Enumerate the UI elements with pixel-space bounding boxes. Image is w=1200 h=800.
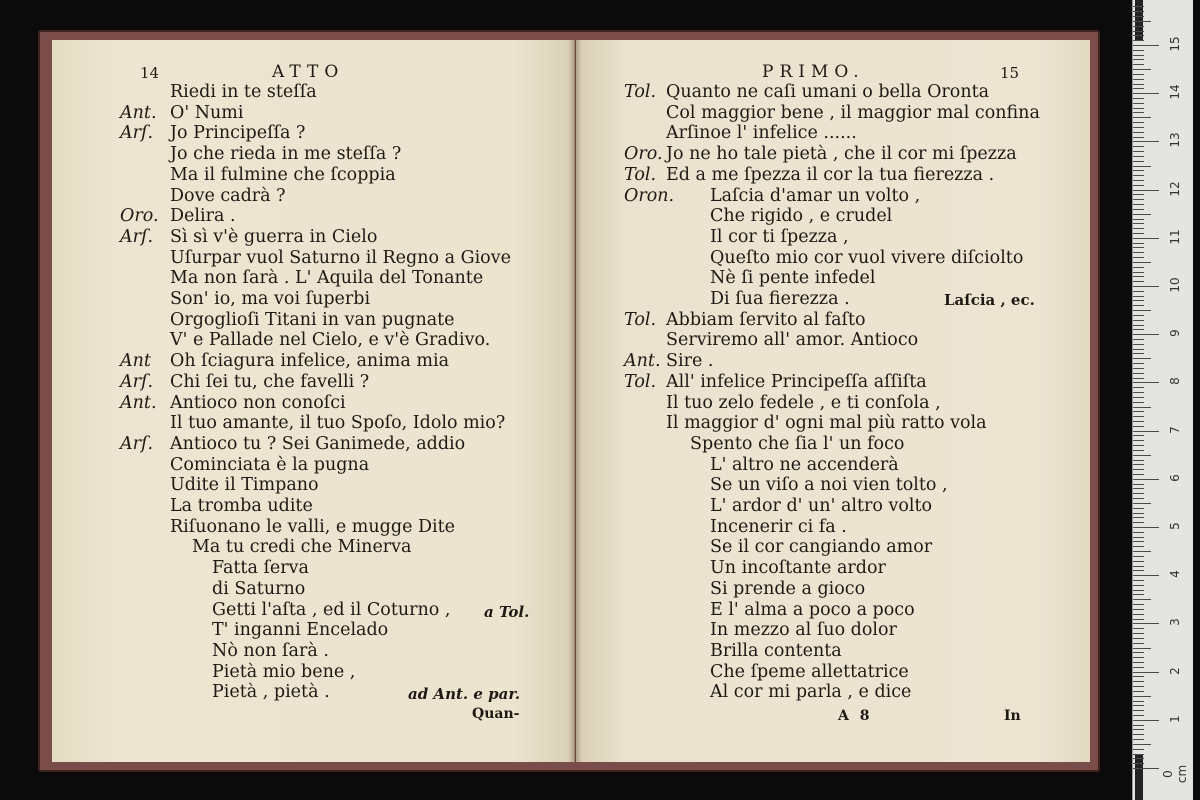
ruler-tick [1133,243,1144,244]
ruler-tick [1133,484,1144,485]
ruler-tick [1133,112,1144,113]
ruler-tick [1133,209,1144,210]
ruler-tick [1133,320,1144,321]
verse-line: Orgoglioſi Titani in van pugnate [170,309,455,330]
ruler-tick [1133,431,1159,432]
ruler-tick [1133,546,1144,547]
ruler-number: 12 [1168,180,1182,197]
ruler-tick [1133,763,1144,764]
catchword: In [1004,708,1021,724]
ruler-tick [1133,40,1144,41]
ruler-number: 9 [1168,329,1182,338]
measuring-ruler [1132,0,1193,800]
ruler-tick [1133,373,1144,374]
verse-line: Col maggior bene , il maggior mal confina [666,102,1040,123]
verse-line: Il maggior d' ogni mal più ratto vola [666,413,987,434]
verse-line: Che ſpeme allettatrice [710,661,909,682]
ruler-tick [1133,541,1144,542]
ruler-tick [1133,223,1144,224]
ruler-tick [1133,493,1144,494]
ruler-tick [1133,421,1144,422]
verse-line: Laſcia d'amar un volto , [710,185,921,206]
ruler-tick [1133,185,1144,186]
ruler-tick [1133,575,1159,576]
ruler-tick [1133,619,1144,620]
ruler-tick [1133,594,1144,595]
ruler-tick [1133,281,1144,282]
ruler-tick [1133,141,1159,142]
verse-line: Jo ne ho tale pietà , che il cor mi ſpezza [666,144,1017,165]
ruler-tick [1133,590,1144,591]
ruler-tick [1133,175,1144,176]
ruler-tick [1133,349,1144,350]
ruler-tick [1133,378,1144,379]
ruler-tick [1133,513,1144,514]
verse-line: Incenerir ci fa . [710,516,847,537]
ruler-tick [1133,262,1151,263]
ruler-tick [1133,204,1144,205]
verse-line: Jo Principeſſa ? [170,123,306,144]
verse-line: Di ſua fierezza . [710,289,850,309]
ruler-tick [1133,334,1159,335]
ruler-tick [1133,411,1144,412]
ruler-tick [1133,151,1144,152]
ruler-tick [1133,166,1151,167]
ruler-tick [1133,715,1144,716]
ruler-tick [1133,532,1144,533]
verse-line: Jo che rieda in me steſſa ? [170,144,402,165]
ruler-tick [1133,522,1144,523]
ruler-tick [1133,729,1144,730]
ruler-number: 11 [1168,229,1182,245]
verse-line: Fatta ſerva [212,558,309,579]
running-head: PRIMO. [762,62,865,82]
verse-line: Se il cor cangiando amor [710,537,933,558]
verse-line: Arſinoe l' infelice ...... [666,123,857,144]
ruler-tick [1133,691,1144,692]
verse-line: O' Numi [170,102,244,123]
ruler-tick [1133,435,1144,436]
speaker-label: Tol. [624,371,657,392]
ruler-tick [1133,561,1144,562]
verse-line: In mezzo al ſuo dolor [710,620,897,641]
book-gutter [568,40,582,762]
ruler-tick [1133,734,1144,735]
speaker-label: Arſ. [120,433,154,454]
verse-line: L' altro ne accenderà [710,454,899,475]
ruler-tick [1133,161,1144,162]
speaker-label: Ant. [624,351,661,372]
ruler-tick [1133,455,1151,456]
ruler-tick [1133,228,1144,229]
verse-line: Si prende a gioco [710,578,866,599]
page-number: 14 [140,64,160,82]
ruler-tick [1133,628,1144,629]
ruler-tick [1133,137,1144,138]
ruler-tick [1133,64,1144,65]
ruler-tick [1133,503,1151,504]
ruler-tick [1133,353,1144,354]
ruler-tick [1133,397,1144,398]
ruler-tick [1133,296,1144,297]
ruler-tick [1133,79,1144,80]
ruler-tick [1133,633,1144,634]
ruler-tick [1133,190,1159,191]
ruler-tick [1133,286,1159,287]
ruler-tick [1133,580,1144,581]
ruler-tick [1133,662,1144,663]
ruler-tick [1133,696,1151,697]
ruler-tick [1133,180,1144,181]
ruler-tick [1133,758,1144,759]
ruler-tick [1133,108,1144,109]
ruler-tick [1133,344,1144,345]
ruler-tick [1133,508,1144,509]
ruler-tick [1133,26,1144,27]
ruler-tick [1133,686,1144,687]
ruler-tick [1133,368,1144,369]
ruler-tick [1133,705,1144,706]
ruler-tick [1133,648,1151,649]
ruler-tick [1133,474,1144,475]
ruler-tick [1133,749,1144,750]
ruler-tick [1133,11,1144,12]
ruler-tick [1133,358,1151,359]
ruler-tick [1133,305,1144,306]
ruler-tick [1133,445,1144,446]
stage-direction: Laſcia , ec. [944,291,1035,309]
ruler-tick [1133,267,1144,268]
ruler-tick [1133,710,1144,711]
verse-line: Oh ſciagura infelice, anima mia [170,351,450,372]
ruler-tick [1133,59,1144,60]
verse-line: Ma il fulmine che ſcoppia [170,164,396,185]
ruler-tick [1133,382,1159,383]
verse-line: Il cor ti ſpezza , [710,226,849,247]
verse-line: Abbiam ſervito al faſto [666,309,866,330]
ruler-tick [1133,74,1144,75]
ruler-tick [1133,537,1144,538]
ruler-number: 6 [1168,473,1182,482]
left-page [52,40,575,762]
ruler-tick [1133,238,1159,239]
speaker-label: Arſ. [120,123,154,144]
verse-line: Al cor mi parla , e dice [710,682,912,703]
verse-line: Sì sì v'è guerra in Cielo [170,226,378,247]
ruler-tick [1133,392,1144,393]
ruler-tick [1133,488,1144,489]
ruler-tick [1133,672,1159,673]
ruler-tick [1133,257,1144,258]
ruler-tick [1133,667,1144,668]
verse-line: Dove cadrà ? [170,185,286,206]
verse-line: Son' io, ma voi ſuperbi [170,289,371,309]
ruler-tick [1133,310,1151,311]
verse-line: Un incoſtante ardor [710,558,886,579]
catchword: Quan- [472,706,520,722]
ruler-tick [1133,103,1144,104]
ruler-number: 15 [1168,36,1182,52]
ruler-tick [1133,219,1144,220]
stage-direction: a Tol. [484,603,530,621]
ruler-tick [1133,45,1159,46]
ruler-tick [1133,233,1144,234]
ruler-tick [1133,676,1144,677]
verse-line: di Saturno [212,578,306,599]
ruler-tick [1133,643,1144,644]
ruler-tick [1133,170,1144,171]
ruler-tick [1133,402,1144,403]
ruler-tick [1133,6,1144,7]
speaker-label: Ant. [120,102,157,123]
verse-line: Chi ſei tu, che favelli ? [170,371,370,392]
right-page [576,40,1090,762]
ruler-tick [1133,146,1144,147]
ruler-tick [1133,416,1144,417]
speaker-label: Arſ. [120,371,154,392]
ruler-tick [1133,132,1144,133]
verse-line: Il tuo zelo fedele , e ti conſola , [666,392,941,413]
verse-line: Che rigido , e crudel [710,206,893,227]
ruler-tick [1133,339,1144,340]
verse-line: Quanto ne caſi umani o bella Oronta [666,82,990,102]
ruler-number: 14 [1168,84,1182,100]
verse-line: Getti l'aſta , ed il Coturno , [212,599,451,620]
verse-line: Antioco non conoſci [170,392,346,413]
running-head: ATTO [272,62,345,82]
verse-line: Pietà mio bene , [212,661,356,682]
speaker-label: Oro. [120,206,159,227]
ruler-tick [1133,464,1144,465]
ruler-tick [1133,517,1144,518]
ruler-tick [1133,88,1144,89]
ruler-tick [1133,652,1144,653]
ruler-tick [1133,55,1144,56]
ruler-number: 3 [1168,618,1182,627]
ruler-number: 7 [1168,425,1182,434]
ruler-tick [1133,199,1144,200]
page-number: 15 [1000,64,1020,82]
ruler-tick [1133,479,1159,480]
ruler-tick [1133,325,1144,326]
ruler-tick [1133,387,1144,388]
ruler-tick [1133,122,1144,123]
ruler-tick [1133,527,1159,528]
ruler-tick [1133,551,1151,552]
ruler-tick [1133,701,1144,702]
ruler-tick [1133,604,1144,605]
ruler-tick [1133,252,1144,253]
speaker-label: Tol. [624,164,657,185]
verse-line: Queſto mio cor vuol vivere diſciolto [710,247,1024,268]
ruler-number: 10 [1168,277,1182,293]
verse-line: Pietà , pietà . [212,682,330,703]
verse-line: Nè ſi pente infedel [710,268,876,289]
verse-line: Ma non ſarà . L' Aquila del Tonante [170,268,484,289]
verse-line: Se un viſo a noi vien tolto , [710,475,948,496]
speaker-label: Ant. [120,392,157,413]
ruler-zero-label: 0 cm [1161,764,1189,784]
ruler-tick [1133,469,1144,470]
ruler-tick [1133,84,1144,85]
ruler-tick [1133,440,1144,441]
verse-line: T' inganni Encelado [212,620,389,641]
ruler-tick [1133,98,1144,99]
verse-line: Sire . [666,351,714,372]
ruler-number: 1 [1168,714,1182,723]
verse-line: Delira . [170,206,236,227]
ruler-tick [1133,300,1144,301]
speaker-label: Arſ. [120,226,154,247]
ruler-tick [1133,657,1144,658]
verse-line: L' ardor d' un' altro volto [710,496,933,516]
ruler-tick [1133,599,1151,600]
ruler-number: 5 [1168,522,1182,530]
verse-line: Ma tu credi che Minerva [192,537,412,558]
ruler-number: 4 [1168,570,1182,579]
verse-line: Riſuonano le valli, e mugge Dite [170,516,456,537]
ruler-tick [1133,460,1144,461]
ruler-tick [1133,315,1144,316]
ruler-tick [1133,93,1159,94]
ruler-number: 2 [1168,666,1182,675]
ruler-tick [1133,31,1144,32]
ruler-tick [1133,276,1144,277]
ruler-tick [1133,614,1144,615]
ruler-tick [1133,247,1144,248]
stage-direction: ad Ant. e par. [408,685,521,703]
verse-line: Il tuo amante, il tuo Spoſo, Idolo mio? [170,413,506,434]
ruler-tick [1133,329,1144,330]
signature-mark: A 8 [838,708,873,724]
verse-line: E l' alma a poco a poco [710,599,915,620]
ruler-tick [1133,744,1151,745]
verse-line: La tromba udite [170,496,313,516]
ruler-tick [1133,556,1144,557]
ruler-number: 13 [1168,132,1182,149]
verse-line: Spento che ſia l' un foco [690,433,905,454]
ruler-tick [1133,754,1144,755]
ruler-tick [1133,498,1144,499]
ruler-tick [1133,156,1144,157]
ruler-tick [1133,681,1144,682]
verse-line: All' infelice Principeſſa aſſiſta [666,371,927,392]
ruler-tick [1133,725,1144,726]
ruler-tick [1133,127,1144,128]
ruler-tick [1133,623,1159,624]
ruler-tick [1133,720,1159,721]
verse-line: Ed a me ſpezza il cor la tua fierezza . [666,164,995,185]
ruler-tick [1133,291,1144,292]
ruler-tick [1133,194,1144,195]
speaker-label: Tol. [624,309,657,330]
speaker-label: Oron. [624,185,675,206]
ruler-tick [1133,566,1144,567]
speaker-label: Oro. [624,144,663,165]
ruler-tick [1133,272,1144,273]
ruler-tick [1133,426,1144,427]
verse-line: Uſurpar vuol Saturno il Regno a Giove [170,247,511,268]
speaker-label: Ant [120,351,151,372]
verse-line: Cominciata è la pugna [170,454,370,475]
verse-line: Serviremo all' amor. Antioco [666,330,919,351]
ruler-tick [1133,407,1151,408]
verse-line: V' e Pallade nel Cielo, e v'è Gradivo. [170,330,491,351]
ruler-tick [1133,363,1144,364]
verse-line: Antioco tu ? Sei Ganimede, addio [170,433,466,454]
verse-line: Nò non ſarà . [212,640,329,661]
ruler-tick [1133,50,1144,51]
ruler-tick [1133,585,1144,586]
verse-line: Udite il Timpano [170,475,319,496]
ruler-tick [1133,609,1144,610]
speaker-label: Tol. [624,82,657,102]
ruler-tick [1133,739,1144,740]
ruler-number: 8 [1168,377,1182,386]
ruler-bar [1135,755,1143,800]
ruler-tick [1133,570,1144,571]
ruler-tick [1133,69,1151,70]
ruler-tick [1133,638,1144,639]
verse-line: Riedi in te steſſa [170,82,317,102]
ruler-tick [1133,450,1144,451]
verse-line: Brilla contenta [710,640,842,661]
ruler-tick [1133,21,1151,22]
ruler-tick [1133,16,1144,17]
ruler-tick [1133,768,1159,769]
ruler-tick [1133,117,1151,118]
ruler-tick [1133,214,1151,215]
ruler-tick [1133,35,1144,36]
